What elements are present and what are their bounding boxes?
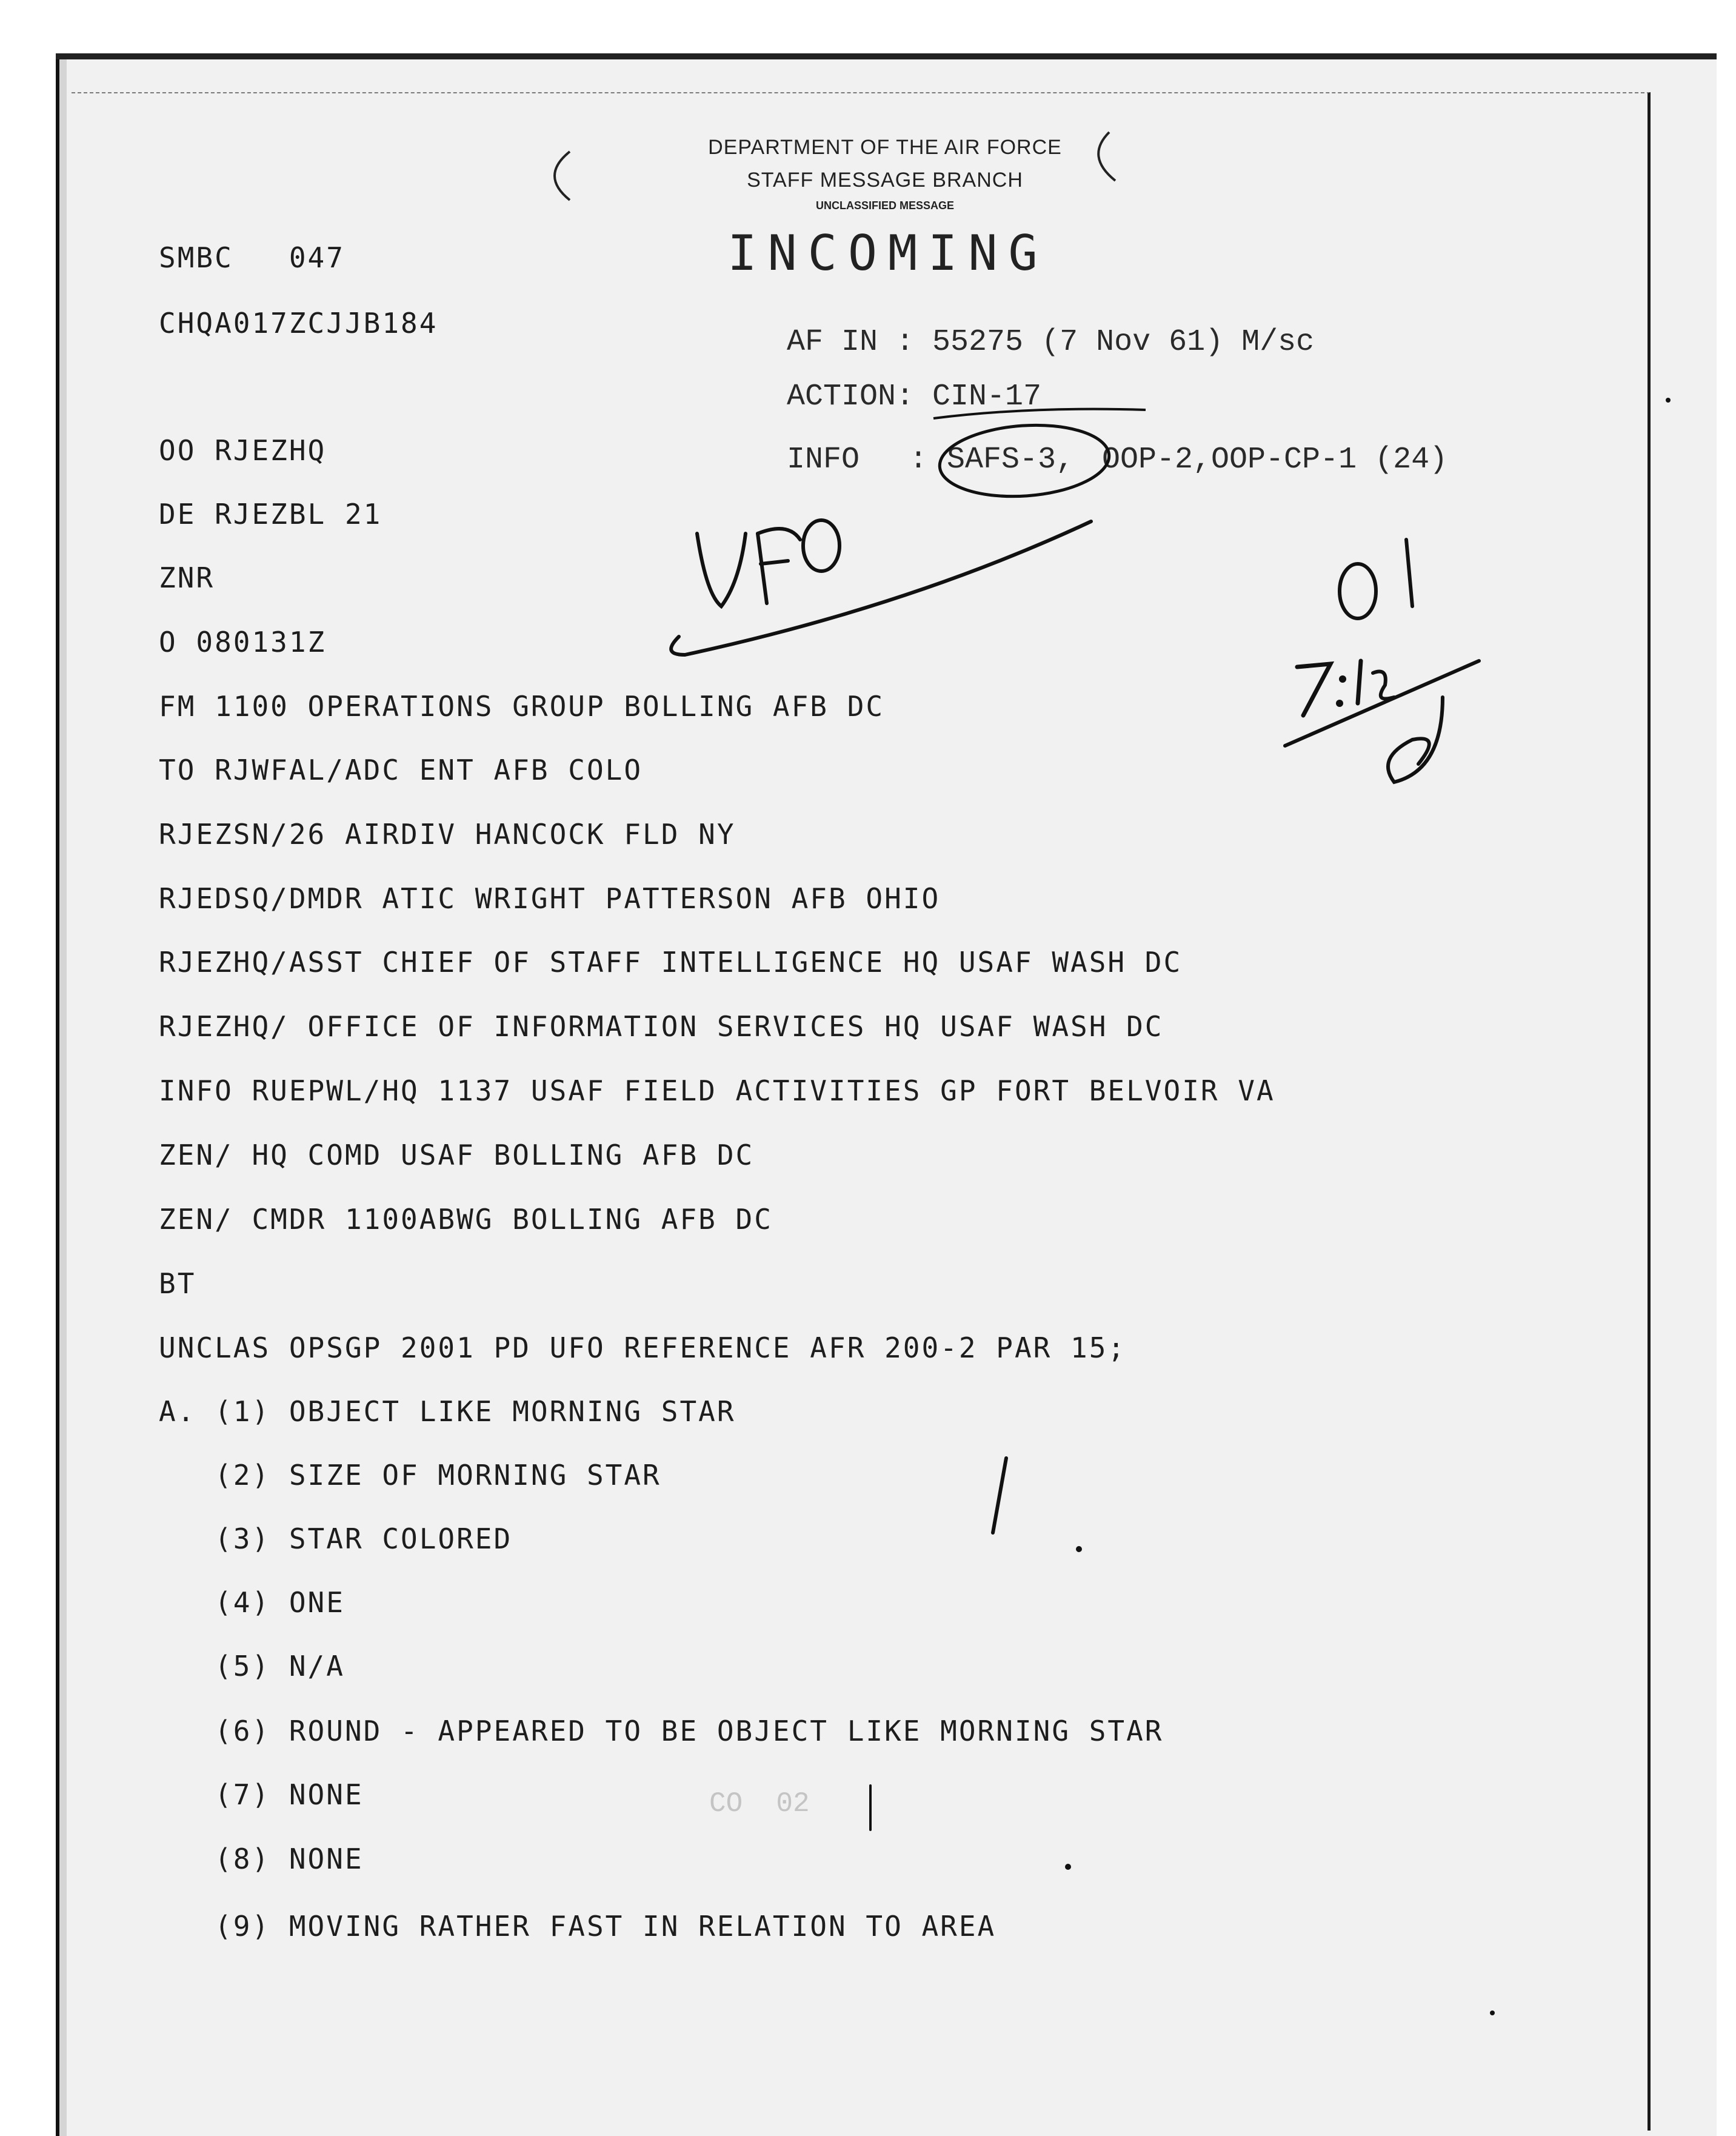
message-line: DE RJEZBL 21 <box>159 498 382 531</box>
info-separator: : <box>909 443 928 477</box>
left-paren-mark <box>555 152 570 200</box>
tick-mark <box>993 1458 1006 1533</box>
classification-heading: UNCLASSIFIED MESSAGE <box>815 199 955 212</box>
message-line: A. (1) OBJECT LIKE MORNING STAR <box>159 1395 736 1428</box>
ufo-handwriting <box>671 520 1091 655</box>
message-line: OO RJEZHQ <box>159 434 327 467</box>
action-line: ACTION: CIN-17 <box>787 380 1042 414</box>
message-line: TO RJWFAL/ADC ENT AFB COLO <box>159 754 643 786</box>
action-underline <box>933 409 1146 418</box>
message-line: INFO RUEPWL/HQ 1137 USAF FIELD ACTIVITIES GP FORT BELVOIR VA <box>159 1074 1275 1107</box>
message-line: (3) STAR COLORED <box>159 1522 513 1555</box>
faint-stamp: CO 02 <box>709 1788 810 1820</box>
message-line: RJEZSN/26 AIRDIV HANCOCK FLD NY <box>159 818 736 851</box>
message-line: (6) ROUND - APPEARED TO BE OBJECT LIKE MORNING STAR <box>159 1715 1164 1747</box>
af-in-line: AF IN : 55275 (7 Nov 61) M/sc <box>787 325 1315 360</box>
speck <box>1666 398 1671 403</box>
message-line: BT <box>159 1267 196 1300</box>
smbc-number: SMBC 047 <box>159 241 345 274</box>
right-paren-mark <box>1098 132 1115 181</box>
branch-heading: STAFF MESSAGE BRANCH <box>747 169 1023 192</box>
message-line: (8) NONE <box>159 1843 364 1875</box>
message-line: UNCLAS OPSGP 2001 PD UFO REFERENCE AFR 200-2 PAR 15; <box>159 1331 1127 1364</box>
message-line: (2) SIZE OF MORNING STAR <box>159 1459 661 1492</box>
message-line: RJEDSQ/DMDR ATIC WRIGHT PATTERSON AFB OHIO <box>159 882 941 915</box>
message-line: ZEN/ CMDR 1100ABWG BOLLING AFB DC <box>159 1203 773 1236</box>
message-id: CHQA017ZCJJB184 <box>159 307 438 340</box>
message-line: (7) NONE <box>159 1778 364 1811</box>
speck <box>1076 1546 1082 1552</box>
message-line: ZEN/ HQ COMD USAF BOLLING AFB DC <box>159 1139 755 1171</box>
department-heading: DEPARTMENT OF THE AIR FORCE <box>708 136 1062 159</box>
ol-handwriting <box>1340 540 1412 618</box>
incoming-title: INCOMING <box>727 225 1049 281</box>
message-line: RJEZHQ/ OFFICE OF INFORMATION SERVICES HQ USAF WASH DC <box>159 1010 1164 1043</box>
info-label: INFO <box>787 443 860 477</box>
info-circled-code: SAFS-3, <box>947 443 1075 477</box>
message-line: ZNR <box>159 561 215 594</box>
message-line: O 080131Z <box>159 626 327 658</box>
info-distribution: OOP-2,OOP-CP-1 (24) <box>1102 443 1448 477</box>
message-line: FM 1100 OPERATIONS GROUP BOLLING AFB DC <box>159 690 885 723</box>
speck <box>1065 1864 1071 1870</box>
speck <box>1490 2010 1495 2015</box>
message-line: (4) ONE <box>159 1586 345 1619</box>
message-line: (5) N/A <box>159 1650 345 1682</box>
circle-mark <box>937 420 1111 501</box>
message-line: (9) MOVING RATHER FAST IN RELATION TO AREA <box>159 1910 997 1943</box>
date-mark-handwriting <box>1285 661 1479 782</box>
message-line: RJEZHQ/ASST CHIEF OF STAFF INTELLIGENCE HQ USAF WASH DC <box>159 946 1183 979</box>
